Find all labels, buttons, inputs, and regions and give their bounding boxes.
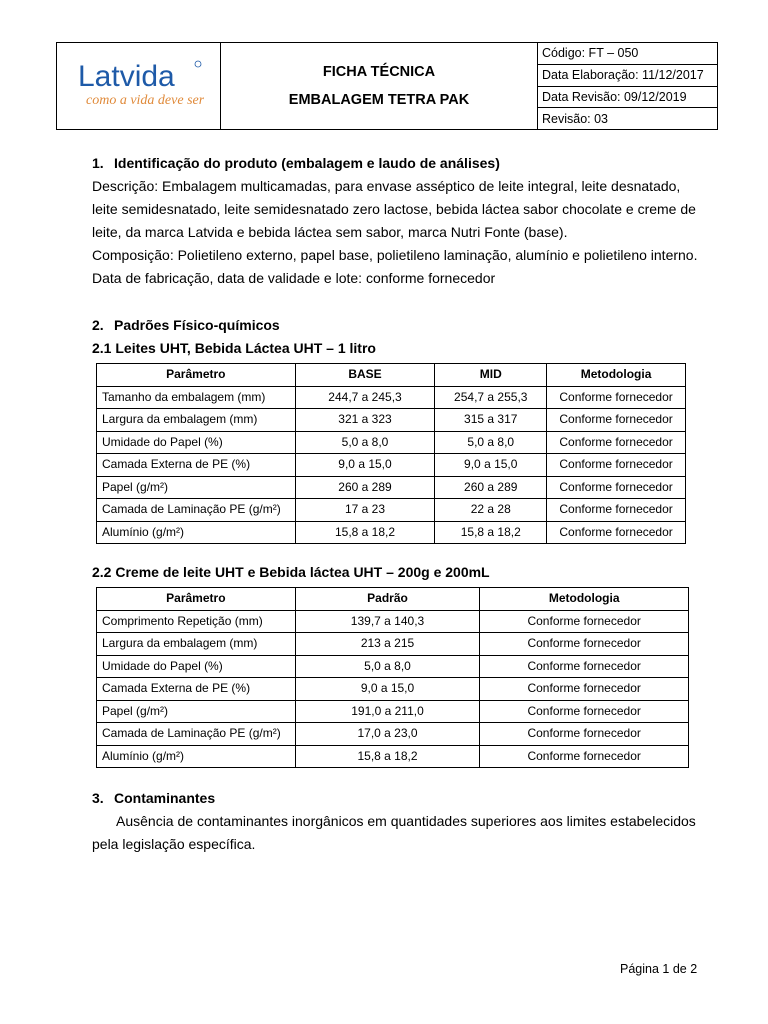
document-body bbox=[92, 152, 702, 856]
table-cell: 17,0 a 23,0 bbox=[295, 723, 480, 746]
table-cell: Papel (g/m²) bbox=[97, 476, 296, 499]
table-cell: 321 a 323 bbox=[295, 409, 435, 432]
table-cell: 5,0 a 8,0 bbox=[435, 431, 547, 454]
table-cell: Conforme fornecedor bbox=[547, 431, 686, 454]
table-row bbox=[97, 610, 689, 633]
table-cell: 254,7 a 255,3 bbox=[435, 386, 547, 409]
table-header-row bbox=[97, 364, 686, 387]
table-row bbox=[97, 386, 686, 409]
table-header-cell: Metodologia bbox=[480, 588, 689, 611]
table-header-cell: Parâmetro bbox=[97, 588, 296, 611]
table-cell: Camada Externa de PE (%) bbox=[97, 454, 296, 477]
table-cell: Largura da embalagem (mm) bbox=[97, 409, 296, 432]
table-cell: Conforme fornecedor bbox=[547, 454, 686, 477]
section-3-text: Ausência de contaminantes inorgânicos em quantidades superiores aos limites estabelecidos pela legislação específica. bbox=[92, 813, 696, 852]
table-cell: Conforme fornecedor bbox=[480, 655, 689, 678]
table-cell: Conforme fornecedor bbox=[547, 409, 686, 432]
section-2-1-heading: 2.1 Leites UHT, Bebida Láctea UHT – 1 litro bbox=[92, 340, 376, 356]
table-creme-leite-uht bbox=[96, 587, 689, 768]
latvida-logo bbox=[74, 54, 204, 118]
table-header-row bbox=[97, 588, 689, 611]
table-cell: 22 a 28 bbox=[435, 499, 547, 522]
table-cell: Conforme fornecedor bbox=[480, 700, 689, 723]
table-header-cell: Padrão bbox=[295, 588, 480, 611]
table-row bbox=[97, 678, 689, 701]
table-cell: Tamanho da embalagem (mm) bbox=[97, 386, 296, 409]
table-row bbox=[97, 499, 686, 522]
table-cell: Camada Externa de PE (%) bbox=[97, 678, 296, 701]
table-leites-uht bbox=[96, 363, 686, 544]
table-cell: Camada de Laminação PE (g/m²) bbox=[97, 723, 296, 746]
table-cell: Umidade do Papel (%) bbox=[97, 655, 296, 678]
table-cell: Camada de Laminação PE (g/m²) bbox=[97, 499, 296, 522]
table-cell: 17 a 23 bbox=[295, 499, 435, 522]
logo-brand: Latvida bbox=[77, 60, 175, 93]
document-header bbox=[56, 42, 718, 130]
table-row bbox=[97, 476, 686, 499]
table-cell: Conforme fornecedor bbox=[480, 678, 689, 701]
table-cell: Conforme fornecedor bbox=[480, 745, 689, 768]
table-row bbox=[97, 454, 686, 477]
table-cell: 9,0 a 15,0 bbox=[435, 454, 547, 477]
table-cell: 9,0 a 15,0 bbox=[295, 678, 480, 701]
table-cell: 260 a 289 bbox=[295, 476, 435, 499]
table-cell: Conforme fornecedor bbox=[480, 633, 689, 656]
table-cell: Alumínio (g/m²) bbox=[97, 521, 296, 544]
logo-cell bbox=[57, 43, 221, 129]
title-line-2: EMBALAGEM TETRA PAK bbox=[288, 92, 470, 108]
table-header-cell: Metodologia bbox=[547, 364, 686, 387]
section-2-heading: 2. Padrões Físico-químicos bbox=[92, 317, 280, 333]
table-cell: 213 a 215 bbox=[295, 633, 480, 656]
meta-data-elaboracao: Data Elaboração: 11/12/2017 bbox=[538, 65, 717, 87]
section-1-composition: Composição: Polietileno externo, papel base, polietileno laminação, alumínio e polietileno interno. bbox=[92, 247, 698, 263]
meta-codigo: Código: FT – 050 bbox=[538, 43, 717, 65]
table-row bbox=[97, 745, 689, 768]
table-row bbox=[97, 700, 689, 723]
table-cell: Conforme fornecedor bbox=[547, 386, 686, 409]
logo-tagline: como a vida deve ser bbox=[85, 93, 204, 108]
section-1-fabrication: Data de fabricação, data de validade e lote: conforme fornecedor bbox=[92, 270, 496, 286]
header-title bbox=[221, 43, 538, 129]
table-header-cell: MID bbox=[435, 364, 547, 387]
table-cell: 315 a 317 bbox=[435, 409, 547, 432]
table-header-cell: Parâmetro bbox=[97, 364, 296, 387]
table-cell: 5,0 a 8,0 bbox=[295, 431, 435, 454]
table-cell: Papel (g/m²) bbox=[97, 700, 296, 723]
table-cell: Conforme fornecedor bbox=[547, 499, 686, 522]
table-row bbox=[97, 409, 686, 432]
table-cell: 244,7 a 245,3 bbox=[295, 386, 435, 409]
table-row bbox=[97, 521, 686, 544]
table-cell: 260 a 289 bbox=[435, 476, 547, 499]
table-cell: Conforme fornecedor bbox=[547, 521, 686, 544]
table-cell: 9,0 a 15,0 bbox=[295, 454, 435, 477]
table-cell: 15,8 a 18,2 bbox=[295, 521, 435, 544]
table-row bbox=[97, 431, 686, 454]
table-cell: 5,0 a 8,0 bbox=[295, 655, 480, 678]
section-3-heading: 3. Contaminantes bbox=[92, 790, 216, 806]
table-row bbox=[97, 723, 689, 746]
page-number: Página 1 de 2 bbox=[620, 962, 698, 976]
section-1-description: Descrição: Embalagem multicamadas, para envase asséptico de leite integral, leite desnatado, leite semidesnatado, leite semidesnatado zero lactose, bebida láctea sabor chocolate e creme de leite, da marca Latvida e bebida láctea sem sabor, marca Nutri Fonte (base). bbox=[92, 178, 696, 240]
meta-revisao: Revisão: 03 bbox=[542, 111, 609, 126]
table-cell: 139,7 a 140,3 bbox=[295, 610, 480, 633]
table-cell: Conforme fornecedor bbox=[480, 610, 689, 633]
table-cell: Alumínio (g/m²) bbox=[97, 745, 296, 768]
table-cell: Conforme fornecedor bbox=[480, 723, 689, 746]
title-line-1: FICHA TÉCNICA bbox=[322, 64, 436, 80]
table-cell: 15,8 a 18,2 bbox=[435, 521, 547, 544]
table-cell: 15,8 a 18,2 bbox=[295, 745, 480, 768]
table-cell: Conforme fornecedor bbox=[547, 476, 686, 499]
meta-data-revisao: Data Revisão: 09/12/2019 bbox=[538, 87, 717, 109]
table-cell: Umidade do Papel (%) bbox=[97, 431, 296, 454]
section-2-2-heading: 2.2 Creme de leite UHT e Bebida láctea UHT – 200g e 200mL bbox=[92, 564, 490, 580]
table-cell: 191,0 a 211,0 bbox=[295, 700, 480, 723]
table-header-cell: BASE bbox=[295, 364, 435, 387]
table-row bbox=[97, 633, 689, 656]
header-meta bbox=[538, 43, 717, 129]
table-cell: Largura da embalagem (mm) bbox=[97, 633, 296, 656]
section-1-heading: 1. Identificação do produto (embalagem e laudo de análises) bbox=[92, 155, 500, 171]
table-row bbox=[97, 655, 689, 678]
table-cell: Comprimento Repetição (mm) bbox=[97, 610, 296, 633]
